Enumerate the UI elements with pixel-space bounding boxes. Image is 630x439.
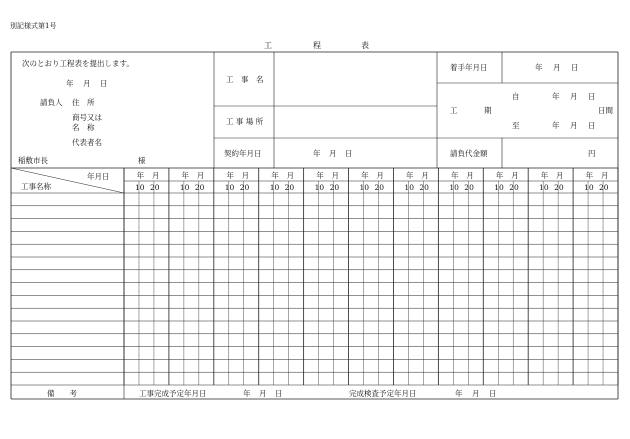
submit-day: 日 (100, 79, 108, 88)
period-10-label: 10 (494, 183, 504, 192)
trade-name-label-1: 商号又は (72, 113, 102, 122)
month-month-label: 月 (466, 171, 474, 180)
inspection-label: 完成検査予定年月日 (349, 389, 417, 398)
period-20-label: 20 (554, 183, 564, 192)
period-10-label: 10 (179, 183, 190, 192)
to-year: 年 (552, 121, 560, 130)
inspection-month: 月 (472, 389, 480, 398)
month-month-label: 月 (151, 171, 160, 180)
month-year-label: 年 (316, 171, 324, 180)
period-10-label: 10 (449, 183, 459, 192)
month-month-label: 月 (421, 171, 429, 180)
period-20-label: 20 (329, 183, 340, 192)
month-month-label: 月 (556, 171, 564, 180)
month-month-label: 月 (241, 171, 250, 180)
from-year: 年 (552, 92, 560, 101)
month-year-label: 年 (271, 171, 279, 180)
month-year-label: 年 (585, 171, 594, 180)
period-20-label: 20 (599, 183, 609, 192)
days-label: 日間 (598, 106, 613, 115)
start-month: 月 (553, 63, 561, 72)
period-20-label: 20 (464, 183, 474, 192)
period-10-label: 10 (314, 183, 325, 192)
contract-amount-label: 請負代金額 (450, 149, 488, 158)
title-char-1: 工 (264, 41, 272, 50)
to-month: 月 (570, 121, 578, 130)
work-place-label: 工 事 場 所 (226, 117, 264, 126)
completion-month: 月 (259, 389, 267, 398)
month-year-label: 年 (540, 171, 549, 180)
period-20-label: 20 (374, 183, 385, 192)
start-day: 日 (571, 63, 579, 72)
month-month-label: 月 (331, 171, 339, 180)
contract-year: 年 (313, 149, 321, 158)
title-char-2: 程 (313, 41, 321, 50)
month-month-label: 月 (600, 171, 609, 180)
month-month-label: 月 (376, 171, 384, 180)
inspection-year: 年 (455, 389, 463, 398)
completion-year: 年 (243, 389, 251, 398)
month-year-label: 年 (181, 171, 189, 180)
period-20-label: 20 (509, 183, 519, 192)
mayor-name: 稲敷市長 (18, 156, 48, 165)
period-10-label: 10 (269, 183, 280, 192)
period-label-2: 期 (484, 106, 492, 115)
period-20-label: 20 (284, 183, 295, 192)
month-month-label: 月 (286, 171, 295, 180)
month-year-label: 年 (450, 171, 459, 180)
period-label-1: 工 (450, 106, 458, 115)
work-name-header: 工事名称 (21, 182, 51, 191)
title-char-3: 表 (361, 41, 369, 50)
month-year-label: 年 (136, 171, 145, 180)
ym-label: 年月日 (87, 172, 110, 181)
remarks-label: 備 考 (47, 389, 77, 398)
period-20-label: 20 (194, 183, 205, 192)
period-10-label: 10 (404, 183, 414, 192)
period-20-label: 20 (419, 183, 429, 192)
period-10-label: 10 (134, 183, 145, 192)
contract-month: 月 (329, 149, 337, 158)
from-month: 月 (570, 92, 578, 101)
month-month-label: 月 (511, 171, 519, 180)
submit-month: 月 (83, 79, 91, 88)
trade-name-label-2: 名 称 (72, 123, 95, 132)
representative-label: 代表者名 (72, 138, 102, 147)
period-10-label: 10 (359, 183, 370, 192)
month-month-label: 月 (196, 171, 205, 180)
month-year-label: 年 (406, 171, 414, 180)
address-label: 住 所 (72, 98, 95, 107)
completion-label: 工事完成予定年月日 (139, 389, 207, 398)
form-number: 別記様式第1号 (10, 22, 57, 30)
intro-text: 次のとおり工程表を提出します。 (22, 59, 134, 68)
start-year: 年 (535, 63, 543, 72)
from-day: 日 (588, 92, 596, 101)
period-20-label: 20 (149, 183, 160, 192)
mayor-honorific: 様 (138, 156, 146, 165)
start-date-label: 着手年月日 (450, 63, 488, 72)
period-10-label: 10 (539, 183, 549, 192)
month-year-label: 年 (226, 171, 234, 180)
to-label: 至 (512, 121, 520, 130)
period-10-label: 10 (584, 183, 594, 192)
contract-day: 日 (345, 149, 353, 158)
contract-date-label: 契約年月日 (224, 149, 262, 158)
inspection-day: 日 (489, 389, 497, 398)
from-label: 自 (512, 92, 520, 101)
yen-label: 円 (588, 149, 596, 158)
contractor-label: 請負人 (40, 98, 63, 107)
month-year-label: 年 (495, 171, 504, 180)
month-year-label: 年 (361, 171, 369, 180)
submit-year: 年 (66, 79, 74, 88)
completion-day: 日 (275, 389, 283, 398)
work-name-label: 工 事 名 (226, 75, 264, 84)
period-20-label: 20 (239, 183, 250, 192)
period-10-label: 10 (224, 183, 235, 192)
to-day: 日 (588, 121, 596, 130)
